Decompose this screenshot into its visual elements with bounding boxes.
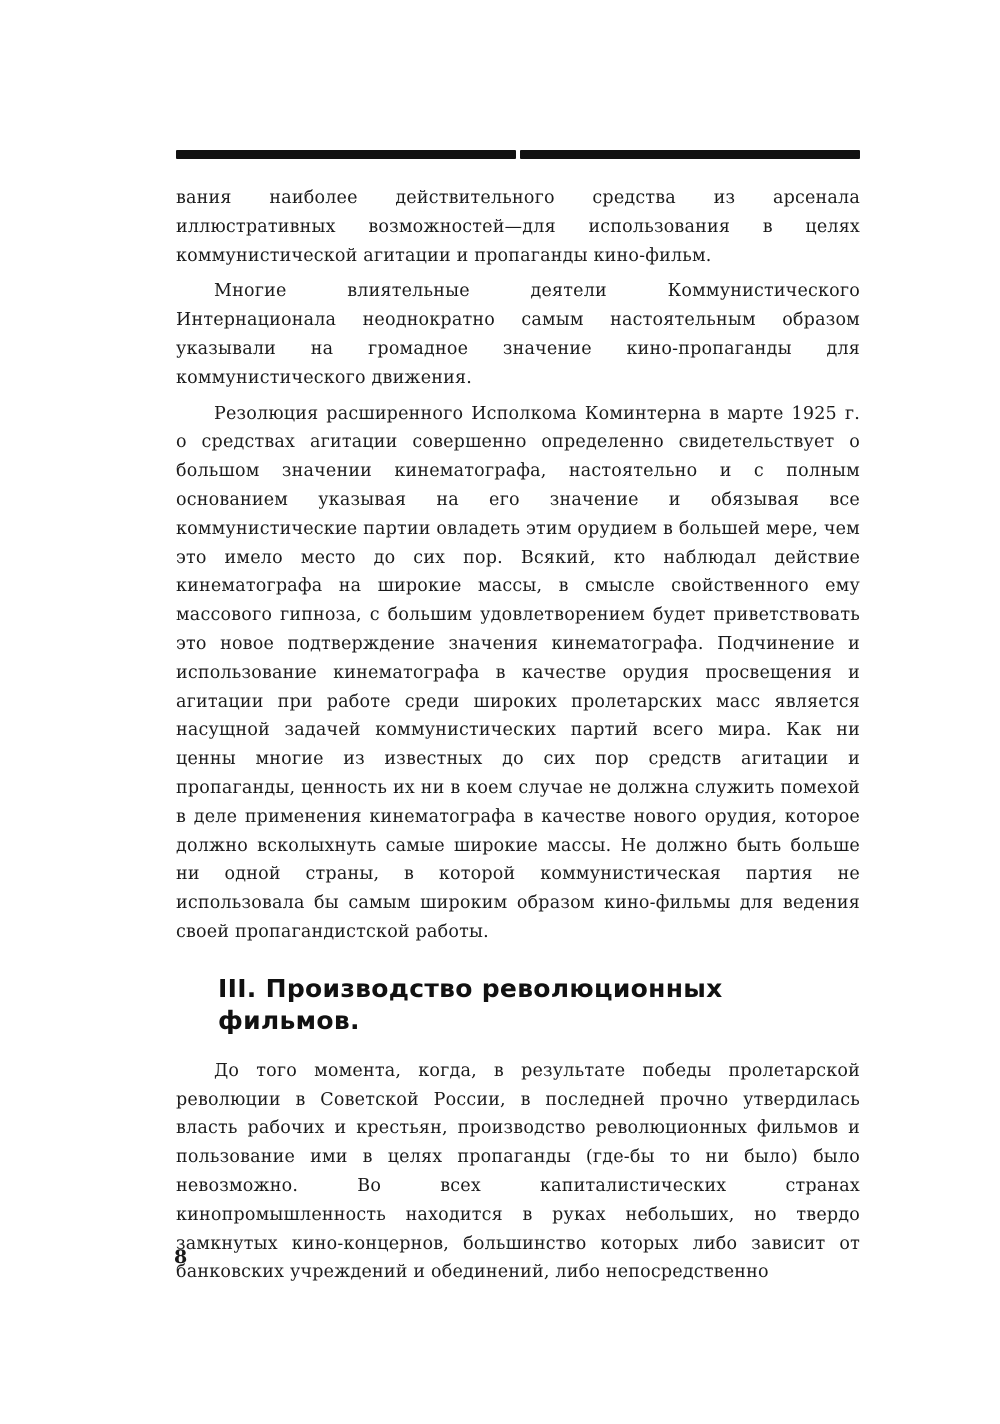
top-rule-left [176,150,516,159]
section-heading: III. Производство революционных фильмов. [218,973,723,1035]
page-number: 8 [174,1246,188,1268]
paragraph-continuation: вания наиболее действительного средства из арсенала иллюстративных возможностей—для использования в целях коммунистической агитации и пропаганды кино-фильм. [176,188,860,266]
top-rule-right [520,150,860,159]
paragraph-production: До того момента, когда, в результате победы пролетарской революции в Советской России, в последней прочно утвердилась власть рабочих и крестьян, производство революционных фильмов и пользование ими в целях пропаганды (где-бы то ни было) было невозможно. Во всех капиталистических странах кинопромышленность находится в руках небольших, но твердо замкнутых кино-концернов, большинство которых либо зависит от банковских учреждений и обединений, либо непосредственно [176,1060,860,1283]
top-rule [176,150,860,159]
paragraph-resolution: Резолюция расширенного Исполкома Коминтерна в марте 1925 г. о средствах агитации совершенно определенно свидетельствует о большом значении кинематографа, настоятельно и с полным основанием указывая на его значение и обязывая все коммунистические партии овладеть этим орудием в большей мере, чем это имело место до сих пор. Всякий, кто наблюдал действие кинематографа на широкие массы, в смысле свойственного ему массового гипноза, с большим удовлетворением будет приветствовать это новое подтверждение значения кинематографа. Подчинение и использование кинематографа в качестве орудия просвещения и агитации при работе среди широких пролетарских масс является насущной задачей коммунистических партий всего мира. Как ни ценны многие из известных до сих пор средств агитации и пропаганды, ценность их ни в коем случае не должна служить помехой в деле применения кинематографа в качестве нового орудия, которое должно всколыхнуть самые широкие массы. Не должно быть больше ни одной страны, в которой коммунистическая партия не использовала бы самым широким образом кино-фильмы для ведения своей пропагандистской работы. [176,403,860,942]
page-body [176,184,860,1294]
paragraph-comintern-leaders: Многие влиятельные деятели Коммунистического Интернационала неоднократно самым настоятельным образом указывали на громадное значение кино-пропаганды для коммунистического движения. [176,281,860,388]
